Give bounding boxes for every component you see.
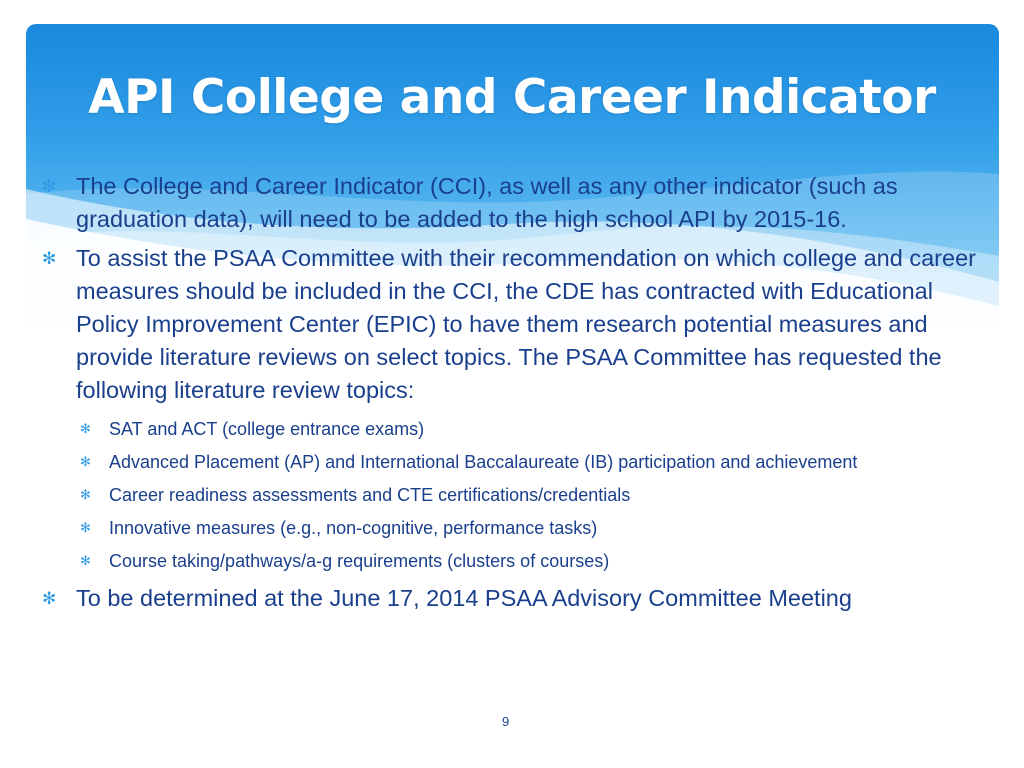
sub-bullet-text: Course taking/pathways/a-g requirements (clusters of courses) — [109, 551, 610, 571]
asterisk-bullet-icon: ✻ — [42, 249, 57, 268]
sub-bullet-text: Career readiness assessments and CTE certifications/credentials — [109, 485, 631, 505]
bullet-list — [42, 170, 1002, 621]
asterisk-bullet-icon: ✻ — [80, 520, 91, 535]
sub-bullet-item — [42, 417, 1002, 441]
sub-bullet-text: Advanced Placement (AP) and International Baccalaureate (IB) participation and achievement — [109, 452, 858, 472]
bullet-text: The College and Career Indicator (CCI), as well as any other indicator (such as graduation data), will need to be added to the high school API by 2015-16. — [76, 173, 898, 232]
sub-bullet-list — [42, 417, 1002, 573]
sub-bullet-item — [42, 516, 1002, 540]
bullet-item — [42, 242, 1002, 407]
sub-bullet-item — [42, 450, 1002, 474]
asterisk-bullet-icon: ✻ — [80, 421, 91, 436]
sub-bullet-item — [42, 549, 1002, 573]
asterisk-bullet-icon: ✻ — [42, 589, 57, 608]
bullet-item — [42, 170, 1002, 236]
page-number: 9 — [502, 714, 510, 729]
bullet-item — [42, 582, 1002, 615]
sub-bullet-item — [42, 483, 1002, 507]
asterisk-bullet-icon: ✻ — [42, 177, 57, 196]
slide-title: API College and Career Indicator — [88, 70, 936, 125]
sub-bullet-text: SAT and ACT (college entrance exams) — [109, 419, 425, 439]
bullet-text: To assist the PSAA Committee with their recommendation on which college and career measures should be included in the CCI, the CDE has contracted with Educational Policy Improvement Center (EPIC) to have them research potential measures and provide literature reviews on select topics. The PSAA Committee has requested the following literature review topics: — [76, 245, 976, 403]
asterisk-bullet-icon: ✻ — [80, 487, 91, 502]
bullet-text: To be determined at the June 17, 2014 PSAA Advisory Committee Meeting — [76, 585, 852, 611]
asterisk-bullet-icon: ✻ — [80, 454, 91, 469]
sub-bullet-text: Innovative measures (e.g., non-cognitive, performance tasks) — [109, 518, 598, 538]
asterisk-bullet-icon: ✻ — [80, 553, 91, 568]
